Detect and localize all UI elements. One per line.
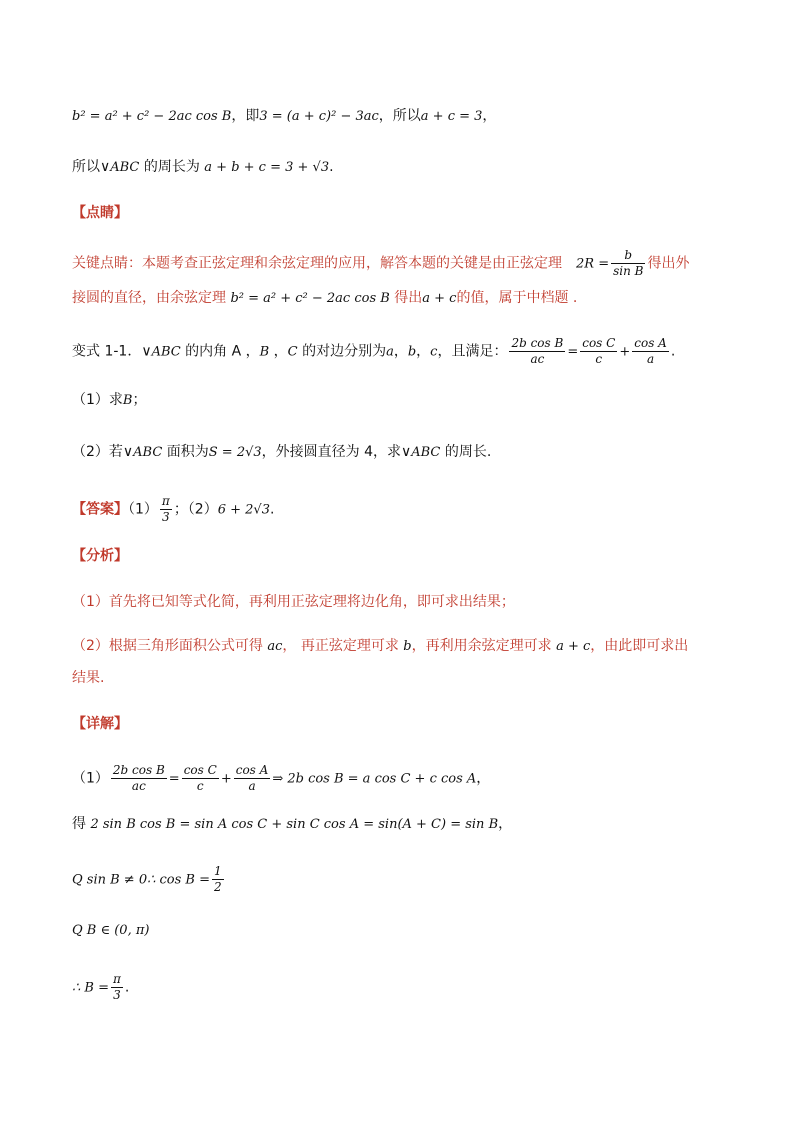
text: ， (416, 343, 431, 360)
analysis-line-1: （1）首先将已知等式化简，再利用正弦定理将边化角，即可求出结果； (72, 594, 515, 610)
fraction (111, 763, 167, 794)
text: ； (132, 392, 147, 408)
analysis-line-3: 结果. (72, 670, 105, 686)
math-expr: b (407, 344, 417, 360)
fraction-numerator: π (112, 972, 121, 986)
fraction-numerator: cos C (582, 336, 616, 350)
text: ， (482, 108, 497, 124)
fraction (632, 336, 669, 367)
text: 关键点睛：本题考查正弦定理和余弦定理的应用，解答本题的关键是由正弦定理 (72, 255, 576, 272)
math-expr: C (287, 344, 298, 360)
fraction-numerator: b (611, 248, 645, 264)
math-expr: ∴ B = (72, 980, 109, 996)
text: ， 再正弦定理可求 (282, 638, 404, 654)
text: 得出外 (647, 255, 690, 272)
fraction-numerator: 2b cos B (112, 763, 165, 777)
answer-heading: 【答案】 (72, 501, 128, 518)
section-heading-xiangjie: 【详解】 (72, 716, 128, 732)
question-2 (72, 442, 734, 463)
text: 所以∨ (72, 159, 111, 175)
math-expr: + (220, 771, 232, 787)
text: 的周长. (440, 444, 492, 460)
text: （2）根据三角形面积公式可得 (72, 638, 268, 654)
math-expr: 6 + 2√3 (217, 502, 270, 518)
fraction-denominator: c (196, 779, 204, 793)
fraction-denominator: 2 (214, 880, 222, 894)
text: ，由此即可求出 (590, 638, 689, 654)
fraction-denominator: a (646, 352, 655, 366)
dianjing-line-2 (72, 288, 734, 309)
math-expr: = (567, 344, 579, 360)
math-expr: c (430, 344, 438, 360)
math-expr: a + b + c = 3 + √3 (204, 160, 330, 175)
solution-line-2 (72, 814, 734, 835)
text: （1）求 (72, 392, 123, 408)
fraction-denominator: sin B (613, 264, 644, 278)
fraction (509, 336, 565, 367)
text: ，所以 (378, 108, 421, 124)
text: ， (498, 816, 513, 832)
math-expr: B (259, 344, 270, 360)
math-expr: + (619, 344, 631, 360)
fraction (234, 763, 271, 794)
math-expr: b (403, 639, 412, 654)
fraction-denominator: 3 (113, 988, 121, 1002)
text: （1） (72, 770, 109, 787)
solution-line-4 (72, 920, 734, 941)
fraction-numerator: 1 (214, 864, 222, 878)
math-expr: Q sin B ≠ 0∴ cos B = (72, 872, 210, 888)
text: 的周长为 (139, 159, 205, 175)
math-expr: a + c = 3 (420, 109, 483, 124)
text: （1） (128, 501, 158, 518)
analysis-line-2 (72, 636, 734, 657)
text: . (329, 159, 334, 175)
text: ，再利用余弦定理可求 (411, 638, 557, 654)
text: . (270, 501, 275, 518)
math-expr: ABC (151, 344, 181, 360)
fraction (580, 336, 617, 367)
math-expr: a + c (556, 639, 591, 654)
fraction (611, 248, 645, 279)
math-expr: a + c (422, 291, 457, 306)
math-expr: b² = a² + c² − 2ac cos B (72, 109, 232, 124)
math-expr: = (168, 771, 180, 787)
math-expr: 2 sin B cos B = sin A cos C + sin C cos A = sin(A + C) = sin B (90, 817, 499, 832)
fraction-denominator: ac (131, 779, 146, 793)
solution-line-3 (72, 864, 734, 895)
text: 得 (72, 816, 91, 832)
math-expr: ABC (110, 160, 140, 175)
answer-line (72, 494, 734, 525)
math-expr: ABC (411, 445, 441, 460)
text: 接圆的直径，由余弦定理 (72, 290, 231, 306)
fraction-denominator: 3 (162, 510, 170, 524)
text: ，外接圆直径为 4，求∨ (261, 444, 412, 460)
text: 的对边分别为 (297, 343, 387, 360)
fraction-numerator: 2b cos B (511, 336, 564, 350)
math-expr: ABC (133, 445, 163, 460)
fraction-numerator: cos A (235, 763, 269, 777)
text: 的值，属于中档题 . (456, 290, 578, 306)
dianjing-line-1 (72, 248, 734, 279)
math-expr: Q B ∈ (0, π) (72, 923, 150, 938)
text: 变式 1-1．∨ (72, 343, 152, 360)
fraction-denominator: c (595, 352, 603, 366)
math-expr: a (386, 344, 394, 360)
solution-line-5 (72, 972, 734, 1003)
math-expr: B (122, 393, 133, 408)
math-expr: 2R = (576, 256, 610, 272)
line-perimeter (72, 157, 734, 178)
math-expr: ac (267, 639, 283, 654)
text: ；（2） (173, 501, 218, 518)
text: ， (269, 343, 288, 360)
text: 得出 (389, 290, 423, 306)
fraction-numerator: π (161, 494, 170, 508)
text: 面积为 (162, 444, 209, 460)
variant-problem-statement (72, 336, 734, 367)
question-1 (72, 390, 734, 411)
text: ， (393, 343, 408, 360)
solution-line-1 (72, 763, 734, 794)
fraction (212, 864, 224, 895)
math-expr: b² = a² + c² − 2ac cos B (230, 291, 390, 306)
text: 的内角 A ， (180, 343, 260, 360)
fraction (182, 763, 219, 794)
fraction-numerator: cos C (183, 763, 217, 777)
section-heading-dianjing: 【点睛】 (72, 205, 128, 221)
math-expr: 3 = (a + c)² − 3ac (259, 109, 379, 124)
text: ，且满足： (437, 343, 508, 360)
text: . (124, 979, 130, 996)
text: . (670, 343, 676, 360)
text: ， (476, 770, 491, 787)
line-cosine-law (72, 106, 734, 127)
fraction (160, 494, 172, 525)
math-expr: ⇒ 2b cos B = a cos C + c cos A (272, 771, 477, 787)
math-expr: S = 2√3 (208, 445, 262, 460)
fraction (111, 972, 123, 1003)
text: ，即 (231, 108, 260, 124)
fraction-numerator: cos A (634, 336, 667, 350)
fraction-denominator: a (248, 779, 256, 793)
fraction-denominator: ac (530, 352, 545, 366)
section-heading-fenxi: 【分析】 (72, 548, 128, 564)
text: （2）若∨ (72, 444, 134, 460)
